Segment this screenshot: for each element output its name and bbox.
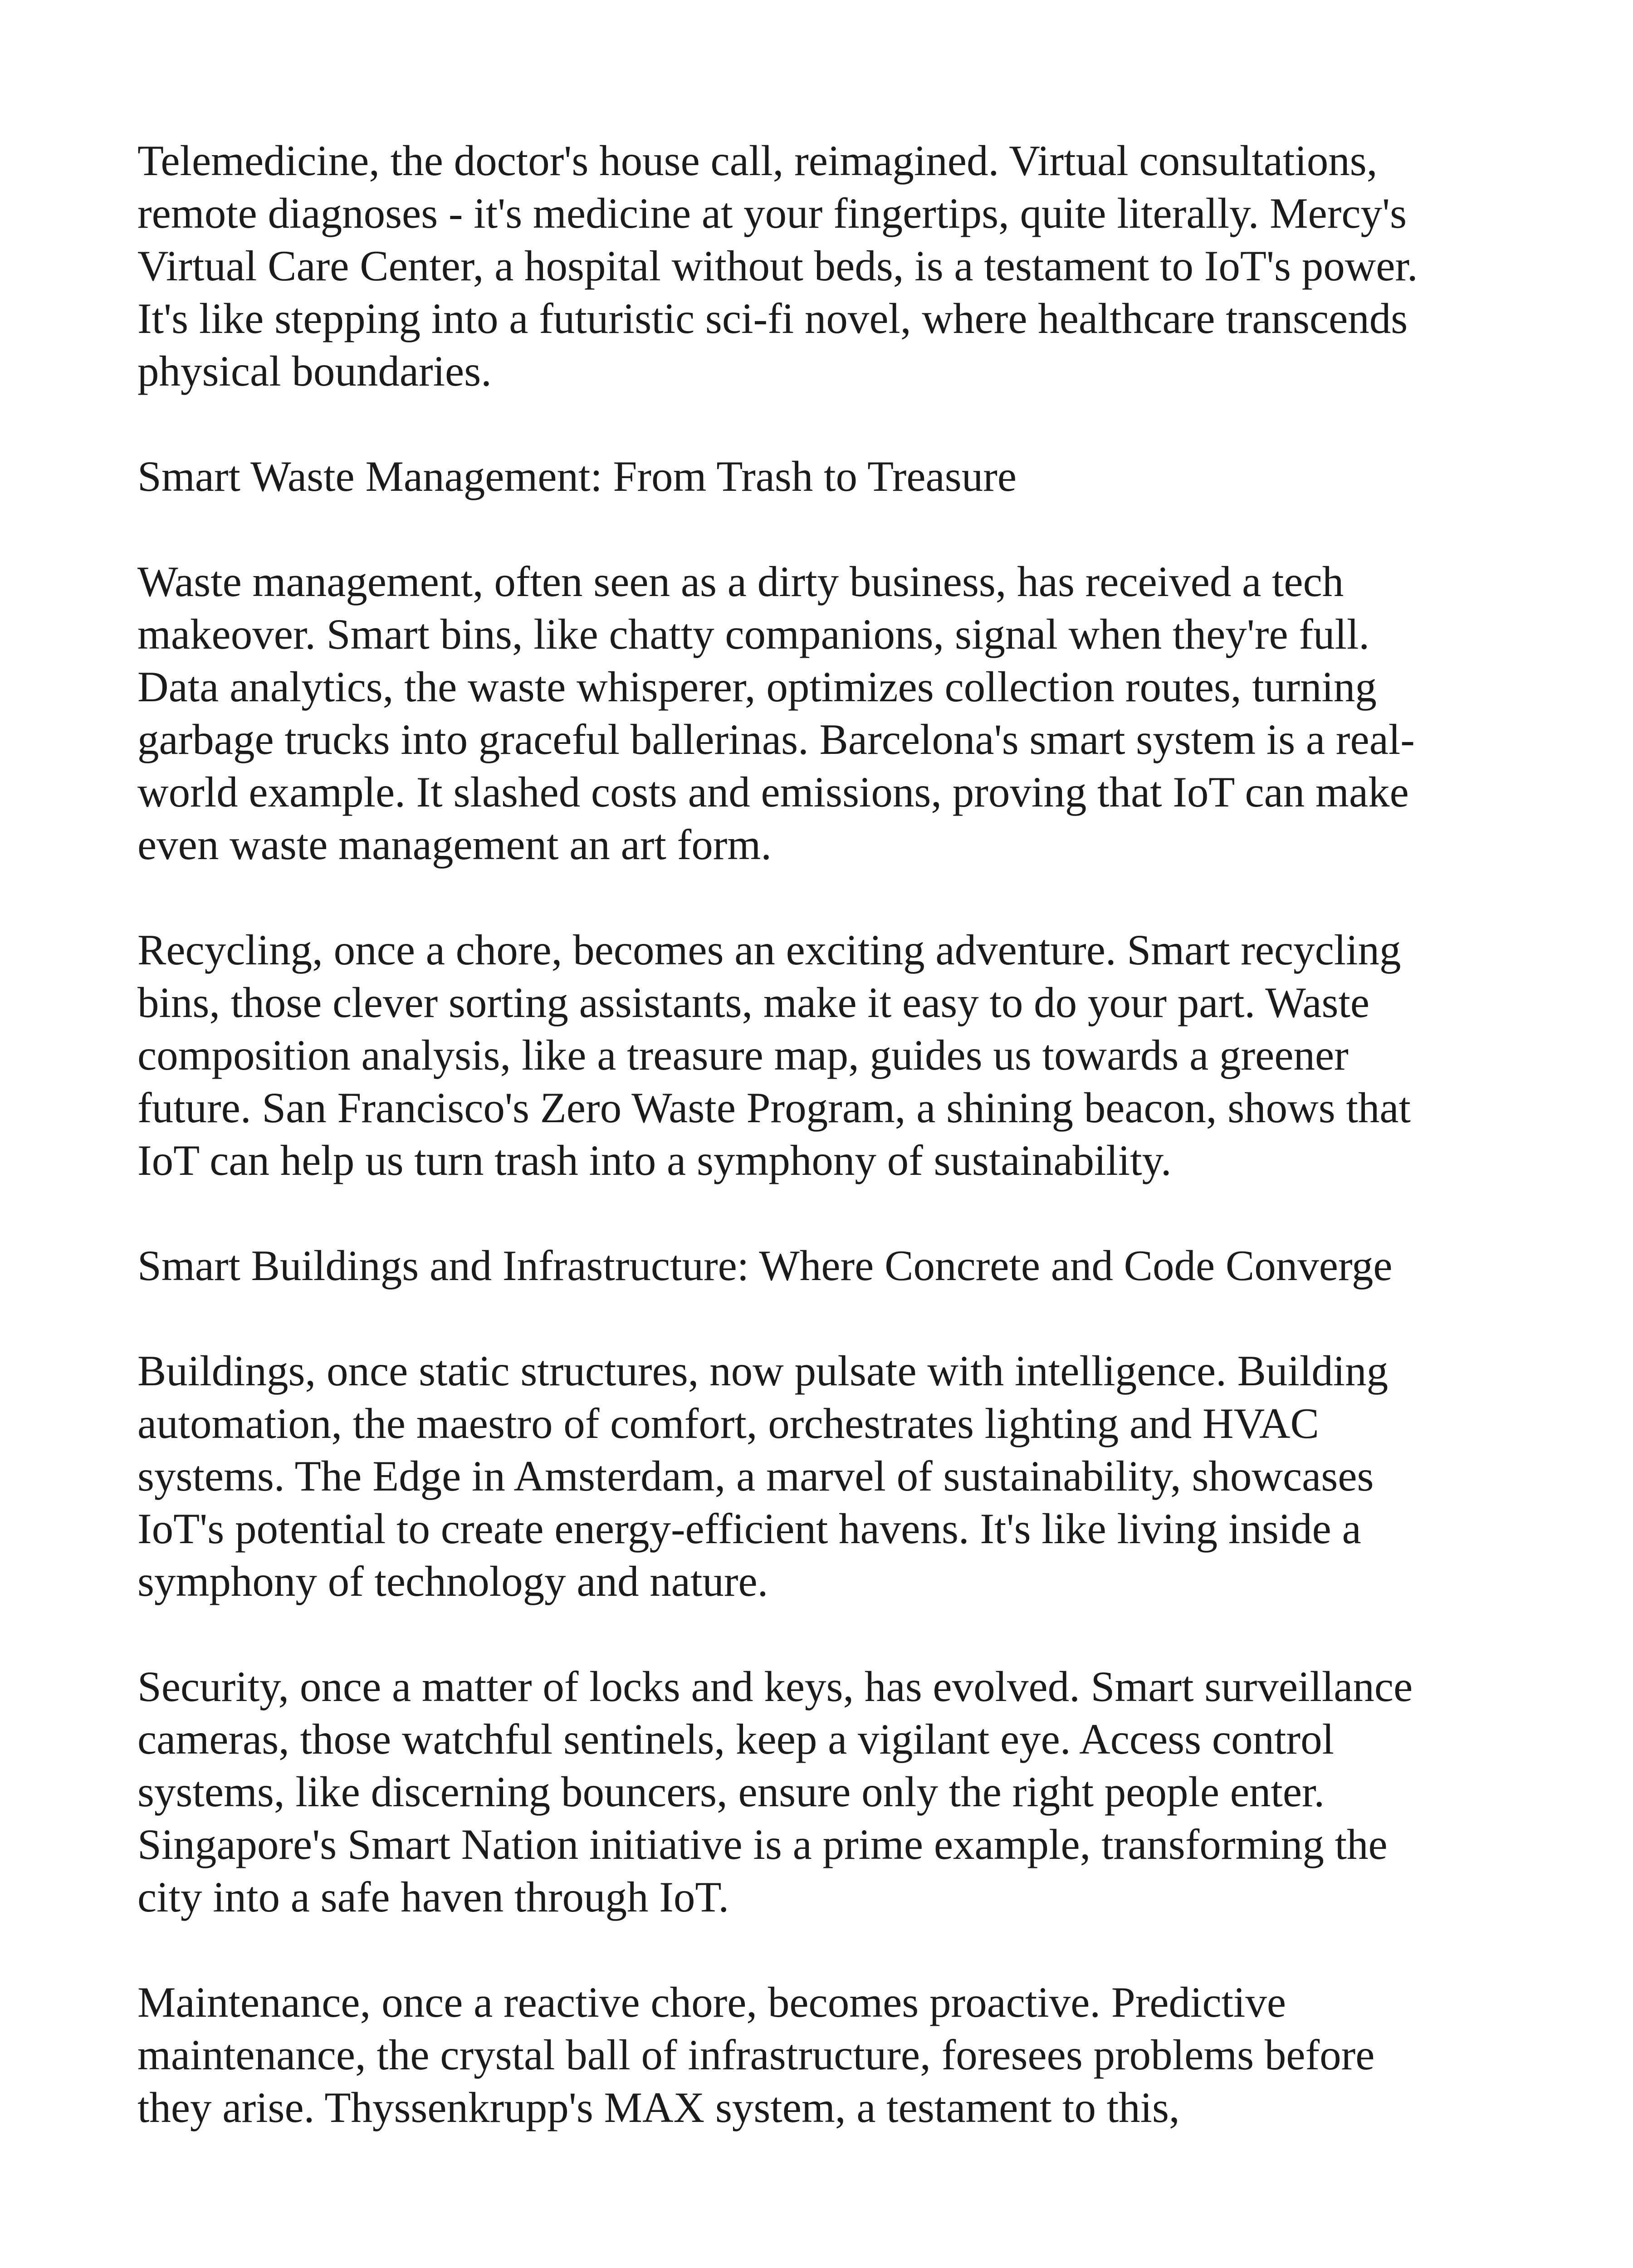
paragraph-maintenance: Maintenance, once a reactive chore, becomes proactive. Predictive maintenance, the crystal ball of infrastructure, foresees problems before they arise. Thyssenkrupp's MAX system, a testament to this, (137, 1978, 1375, 2131)
paragraph-telemedicine: Telemedicine, the doctor's house call, reimagined. Virtual consultations, remote diagnoses - it's medicine at your fingertips, quite literally. Mercy's Virtual Care Center, a hospital without beds, is a testament to IoT's power. It's like stepping into a futuristic sci-fi novel, where healthcare transcends physical boundaries. (137, 137, 1418, 395)
paragraph-security: Security, once a matter of locks and keys, has evolved. Smart surveillance cameras, those watchful sentinels, keep a vigilant eye. Access control systems, like discerning bouncers, ensure only the right people enter. Singapore's Smart Nation initiative is a prime example, transforming the city into a safe haven through IoT. (137, 1662, 1413, 1921)
paragraph-recycling: Recycling, once a chore, becomes an exciting adventure. Smart recycling bins, those clever sorting assistants, make it easy to do your part. Waste composition analysis, like a treasure map, guides us towards a greener future. San Francisco's Zero Waste Program, a shining beacon, shows that IoT can help us turn trash into a symphony of sustainability. (137, 926, 1411, 1184)
page-body (137, 134, 1453, 2134)
section-heading-smart-waste-management: Smart Waste Management: From Trash to Treasure (137, 452, 1017, 500)
paragraph-buildings: Buildings, once static structures, now pulsate with intelligence. Building automation, the maestro of comfort, orchestrates lighting and HVAC systems. The Edge in Amsterdam, a marvel of sustainability, showcases IoT's potential to create energy-efficient havens. It's like living inside a symphony of technology and nature. (137, 1347, 1389, 1605)
section-heading-smart-buildings: Smart Buildings and Infrastructure: Where Concrete and Code Converge (137, 1242, 1393, 1290)
paragraph-waste-management: Waste management, often seen as a dirty business, has received a tech makeover. Smart bins, like chatty companions, signal when they're full. Data analytics, the waste whisperer, optimizes collection routes, turning garbage trucks into graceful ballerinas. Barcelona's smart system is a real-world example. It slashed costs and emissions, proving that IoT can make even waste management an art form. (137, 557, 1415, 869)
